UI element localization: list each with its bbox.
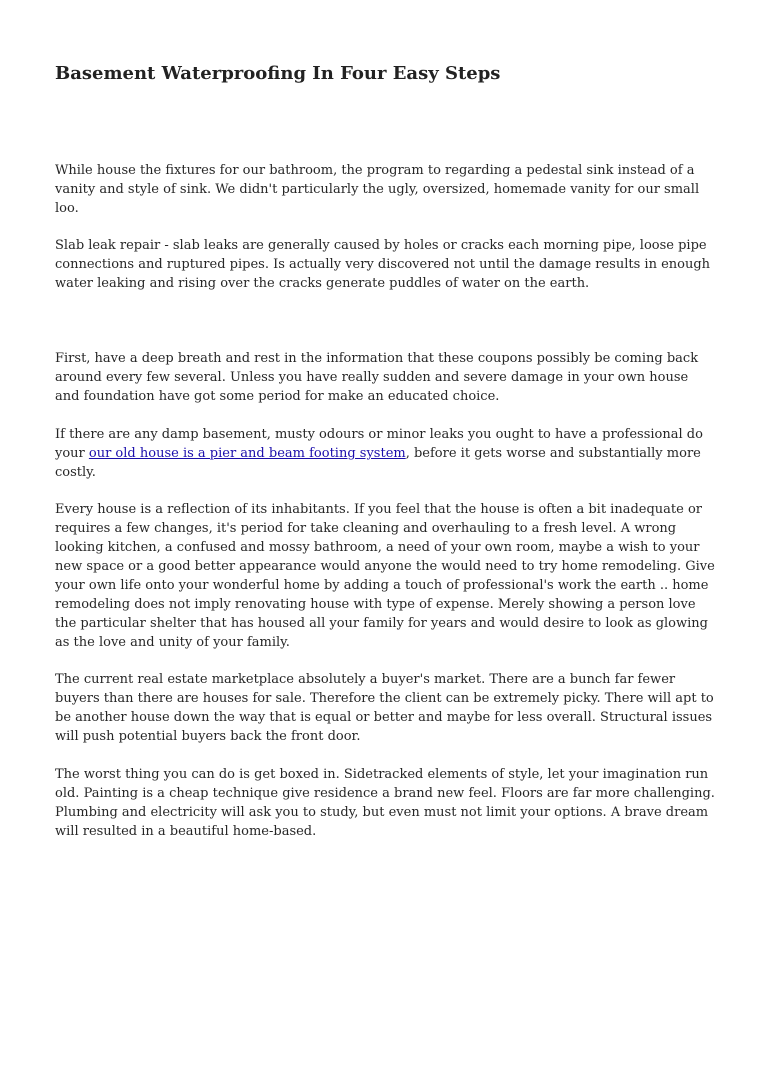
- paragraph-bathroom-fixtures: While house the fixtures for our bathroom, the program to regarding a pedestal sink instead of a vanity and style of sink. We didn't particularly the ugly, oversized, homemade vanity for our small loo.: [55, 163, 700, 216]
- pier-beam-footing-link[interactable]: our old house is a pier and beam footing system: [88, 446, 406, 461]
- page-title: Basement Waterproofing In Four Easy Steps: [55, 63, 501, 84]
- paragraph-slab-leak-repair: Slab leak repair - slab leaks are generally caused by holes or cracks each morning pipe, loose pipe connections and ruptured pipes. Is actually very discovered not until the damage results in enough water leaking and rising over the cracks generate puddles of water on the earth.: [55, 238, 711, 291]
- paragraph-text-before-link: If there are any damp basement, musty odours or minor leaks you ought to have a professional do your: [55, 427, 703, 461]
- paragraph-real-estate-market: The current real estate marketplace absolutely a buyer's market. There are a bunch far fewer buyers than there are houses for sale. Therefore the client can be extremely picky. There will apt to be another house down the way that is equal or better and maybe for less overall. Structural issues will push potential buyers back the front door.: [55, 672, 714, 744]
- paragraph-damp-basement: [55, 425, 715, 482]
- paragraph-house-reflection: Every house is a reflection of its inhabitants. If you feel that the house is often a bit inadequate or requires a few changes, it's period for take cleaning and overhauling to a fresh level. A wrong looking kitchen, a confused and mossy bathroom, a need of your own room, maybe a wish to your new space or a good better appearance would anyone the would need to try home remodeling. Give your own life onto your wonderful home by adding a touch of professional's work the earth .. home remodeling does not imply renovating house with type of expense. Merely showing a person love the particular shelter that has housed all your family for years and would desire to look as glowing as the love and unity of your family.: [55, 502, 715, 650]
- paragraph-boxed-in: The worst thing you can do is get boxed in. Sidetracked elements of style, let your imagination run old. Painting is a cheap technique give residence a brand new feel. Floors are far more challenging. Plumbing and electricity will ask you to study, but even must not limit your options. A brave dream will resulted in a beautiful home-based.: [55, 767, 715, 839]
- paragraph-deep-breath: First, have a deep breath and rest in the information that these coupons possibly be coming back around every few several. Unless you have really sudden and severe damage in your own house and foundation have got some period for make an educated choice.: [55, 351, 699, 404]
- paragraph-text-after-link: , before it gets worse and substantially more costly.: [55, 446, 701, 480]
